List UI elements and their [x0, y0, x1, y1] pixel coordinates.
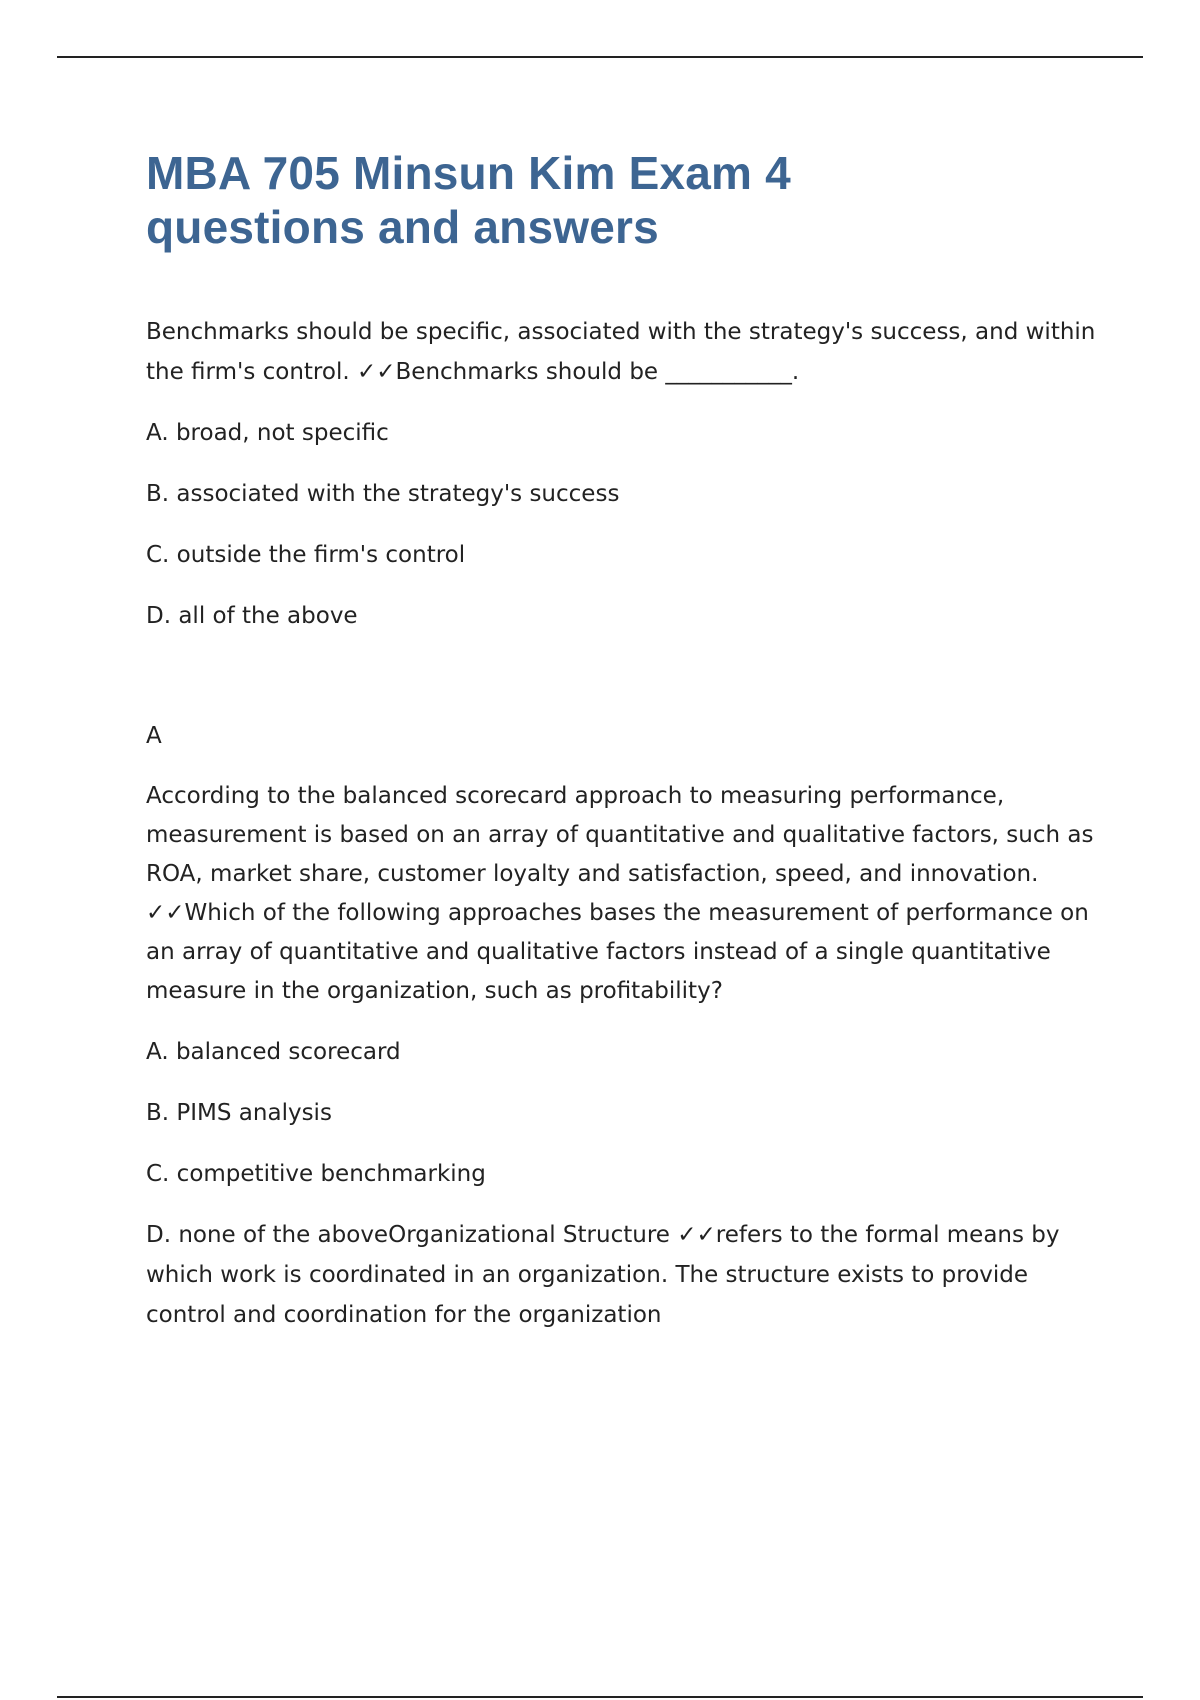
question-2-option-a: A. balanced scorecard: [146, 1039, 401, 1065]
question-1-explanation: Benchmarks should be specific, associated with the strategy's success, and within the firm's control.: [146, 319, 1096, 385]
question-1-answer: A: [146, 723, 162, 749]
document-body: [146, 146, 1096, 1335]
question-1-option-b: B. associated with the strategy's success: [146, 481, 620, 507]
question-1-stem: [146, 312, 1096, 392]
top-divider: [57, 56, 1143, 58]
check-mark-icon: ✓✓: [677, 1222, 716, 1248]
question-2-stem: [146, 777, 1096, 1011]
question-2-option-d: D. none of the above: [146, 1222, 389, 1248]
question-2-option-c: C. competitive benchmarking: [146, 1161, 486, 1187]
question-2-text: Which of the following approaches bases the measurement of performance on an array of quantitative and qualitative factors instead of a single quantitative measure in the organization, such as profitability?: [146, 900, 1089, 1004]
question-1-option-c: C. outside the firm's control: [146, 542, 466, 568]
question-2-option-d-and-next-term: [146, 1215, 1096, 1335]
question-2-option-b: B. PIMS analysis: [146, 1100, 332, 1126]
title-line-2: questions and answers: [146, 201, 659, 253]
next-term-definition: refers to the formal means by which work is coordinated in an organization. The structure exists to provide control and coordination for the organization: [146, 1222, 1060, 1328]
check-mark-icon: ✓✓: [146, 900, 185, 926]
bottom-divider: [57, 1696, 1143, 1698]
question-1-option-d: D. all of the above: [146, 603, 358, 629]
title-line-1: MBA 705 Minsun Kim Exam 4: [146, 147, 791, 199]
next-term: Organizational Structure: [388, 1222, 670, 1248]
question-2-explanation: According to the balanced scorecard approach to measuring performance, measurement is based on an array of quantitative and qualitative factors, such as ROA, market share, customer loyalty and satisfaction, speed, and innovation.: [146, 783, 1094, 887]
question-1-text: Benchmarks should be ___________.: [395, 359, 800, 385]
check-mark-icon: ✓✓: [356, 359, 396, 385]
question-1-option-a: A. broad, not specific: [146, 420, 389, 446]
document-title: [146, 146, 1096, 254]
